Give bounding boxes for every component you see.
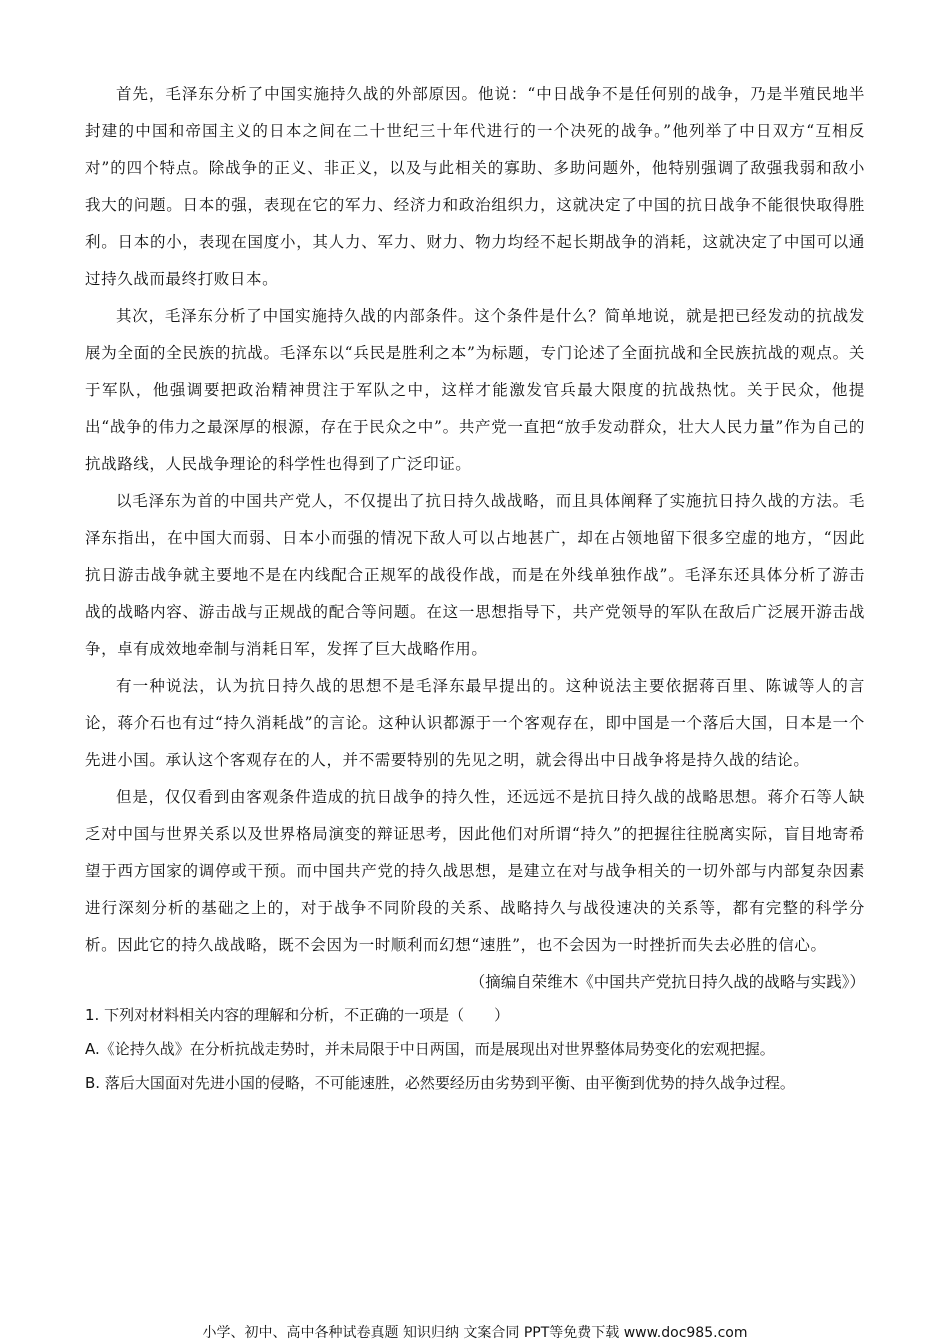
option-b: B. 落后大国面对先进小国的侵略，不可能速胜，必然要经历由劣势到平衡、由平衡到优势的持久战争过程。 [85, 1074, 795, 1092]
paragraph-3: 以毛泽东为首的中国共产党人，不仅提出了抗日持久战战略，而且具体阐释了实施抗日持久战的方法。毛泽东指出，在中国大而弱、日本小而强的情况下敌人可以占地甚广，却在占领地留下很多空虚的地方，“因此抗日游击战争就主要地不是在内线配合正规军的战役作战，而是在外线单独作战”。毛泽东还具体分析了游击战的战略内容、游击战与正规战的配合等问题。在这一思想指导下，共产党领导的军队在敌后广泛展开游击战争，卓有成效地牵制与消耗日军，发挥了巨大战略作用。 [85, 492, 865, 658]
paragraph-5: 但是，仅仅看到由客观条件造成的抗日战争的持久性，还远远不是抗日持久战的战略思想。蒋介石等人缺乏对中国与世界关系以及世界格局演变的辩证思考，因此他们对所谓“持久”的把握往往脱离实际，盲目地寄希望于西方国家的调停或干预。而中国共产党的持久战思想，是建立在对与战争相关的一切外部与内部复杂因素进行深刻分析的基础之上的，对于战争不同阶段的关系、战略持久与战役速决的关系等，都有完整的科学分析。因此它的持久战战略，既不会因为一时顺利而幻想“速胜”，也不会因为一时挫折而失去必胜的信心。 [85, 788, 865, 954]
paragraph-1: 首先，毛泽东分析了中国实施持久战的外部原因。他说：“中日战争不是任何别的战争，乃是半殖民地半封建的中国和帝国主义的日本之间在二十世纪三十年代进行的一个决死的战争。”他列举了中日双方“互相反对”的四个特点。除战争的正义、非正义，以及与此相关的寡助、多助问题外，他特别强调了敌强我弱和敌小我大的问题。日本的强，表现在它的军力、经济力和政治组织力，这就决定了中国的抗日战争不能很快取得胜利。日本的小，表现在国度小，其人力、军力、财力、物力均经不起长期战争的消耗，这就决定了中国可以通过持久战而最终打败日本。 [85, 85, 865, 288]
document-page [85, 76, 865, 1100]
page-footer: 小学、初中、高中各种试卷真题 知识归纳 文案合同 PPT等免费下载 www.doc985.com [202, 1325, 748, 1341]
paragraph-2: 其次，毛泽东分析了中国实施持久战的内部条件。这个条件是什么？简单地说，就是把已经发动的抗战发展为全面的全民族的抗战。毛泽东以“兵民是胜利之本”为标题，专门论述了全面抗战和全民族抗战的观点。关于军队，他强调要把政治精神贯注于军队之中，这样才能激发官兵最大限度的抗战热忱。关于民众，他提出“战争的伟力之最深厚的根源，存在于民众之中”。共产党一直把“放手发动群众，壮大人民力量”作为自己的抗战路线，人民战争理论的科学性也得到了广泛印证。 [85, 307, 865, 473]
option-a: A.《论持久战》在分析抗战走势时，并未局限于中日两国，而是展现出对世界整体局势变化的宏观把握。 [85, 1040, 775, 1058]
question-stem: 1. 下列对材料相关内容的理解和分析，不正确的一项是（ ） [85, 1006, 510, 1024]
source-citation: （摘编自荣维木《中国共产党抗日持久战的战略与实践》） [469, 973, 865, 991]
paragraph-4: 有一种说法，认为抗日持久战的思想不是毛泽东最早提出的。这种说法主要依据蒋百里、陈诚等人的言论，蒋介石也有过“持久消耗战”的言论。这种认识都源于一个客观存在，即中国是一个落后大国，日本是一个先进小国。承认这个客观存在的人，并不需要特别的先见之明，就会得出中日战争将是持久战的结论。 [85, 677, 865, 769]
